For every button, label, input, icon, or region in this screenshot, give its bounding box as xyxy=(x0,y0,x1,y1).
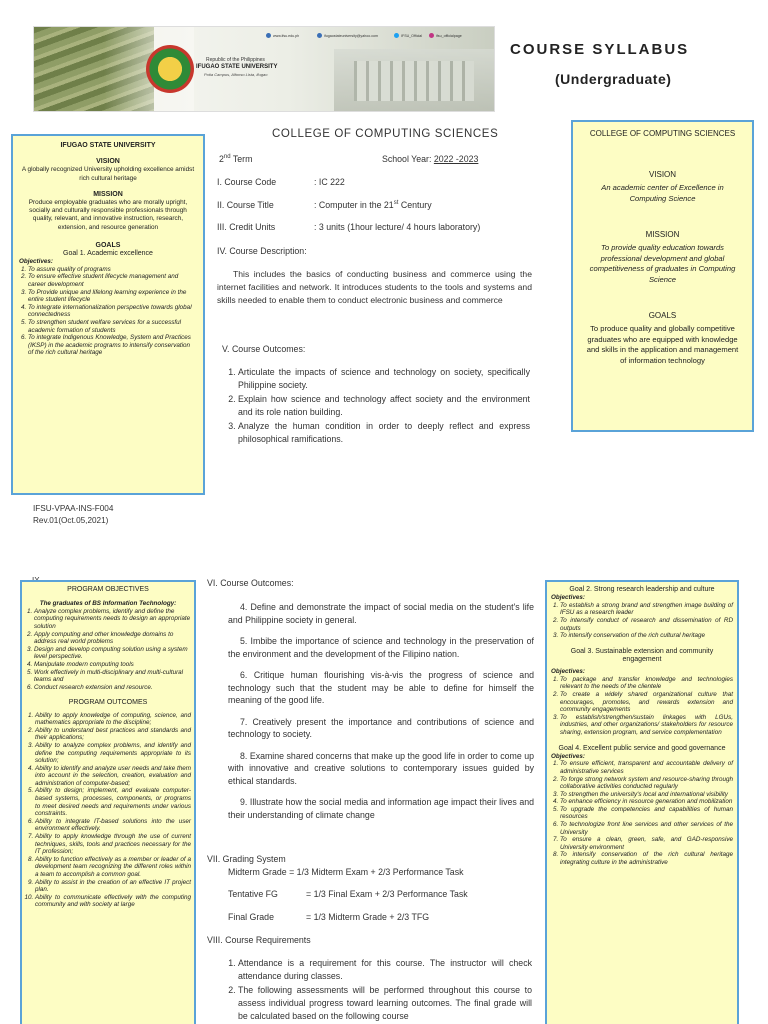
tentative-fg-formula: = 1/3 Final Exam + 2/3 Performance Task xyxy=(306,889,468,899)
credit-units-label: III. Credit Units xyxy=(217,222,276,232)
goal2-objectives-list xyxy=(551,602,733,640)
list-item: 1. Ability to apply knowledge of computing, science, and mathematics appropriate to the discipline; xyxy=(35,712,191,727)
objectives-heading: Objectives: xyxy=(551,752,585,760)
twitter-icon xyxy=(394,33,399,38)
course-requirements-list xyxy=(218,957,532,1024)
globe-icon xyxy=(266,33,271,38)
objectives-heading: Objectives: xyxy=(551,668,585,676)
box-university-name: IFUGAO STATE UNIVERSITY xyxy=(60,142,156,149)
college-mission-text: To provide quality education towards professional development and global competitiveness of graduates in Computing Science xyxy=(589,243,736,284)
course-title-label: II. Course Title xyxy=(217,200,274,210)
term-label: 2nd Term xyxy=(219,154,253,164)
list-item: 8. To intensify conservation of the rich cultural heritage integrating culture in the administrative xyxy=(560,851,733,866)
midterm-grade-formula: Midterm Grade = 1/3 Midterm Exam + 2/3 Performance Task xyxy=(228,867,464,877)
course-description-heading: IV. Course Description: xyxy=(217,246,307,256)
list-item: 8. Examine shared concerns that make up the good life in order to come up with innovative and creative solutions to contemporary issues guided by ethical standards. xyxy=(228,750,534,786)
list-item: 2. Explain how science and technology affect society and the environment and its role nation building. xyxy=(238,393,530,419)
list-item: 6. To technologize front line services and other services of the University xyxy=(560,821,733,836)
list-item: 4. To enhance efficiency in resource generation and mobilization xyxy=(560,798,733,806)
objectives-heading: Objectives: xyxy=(551,594,585,602)
list-item: 5. To upgrade the competencies and capabilities of human resources xyxy=(560,806,733,821)
course-outcomes-list xyxy=(218,366,530,447)
doc-code: IFSU-VPAA-INS-F004 xyxy=(33,504,114,513)
list-item: 2. To intensify conduct of research and dissemination of RD outputs xyxy=(560,617,733,632)
list-item: 3. Design and develop computing solution using a system level perspective. xyxy=(34,646,191,661)
vision-heading: VISION xyxy=(96,158,120,166)
list-item: 9. Illustrate how the social media and information age impact their lives and their understanding of climate change xyxy=(228,797,534,820)
list-item: 8. Ability to function effectively as a member or leader of a development team recognizing the different roles within a team to accomplish a common goal. xyxy=(35,856,191,879)
list-item: 10. Ability to communicate effectively with the computing community and with society at large xyxy=(35,894,191,909)
list-item: 2. Apply computing and other knowledge domains to address real world problems xyxy=(34,631,191,646)
list-item: 9. Ability to assist in the creation of an effective IT project plan. xyxy=(35,879,191,894)
list-item: 1. Analyze complex problems, identify and define the computing requirements needs to design an appropriate solution xyxy=(34,608,191,631)
grading-system-heading: VII. Grading System xyxy=(207,854,286,864)
list-item: 1. To ensure efficient, transparent and accountable delivery of administrative services xyxy=(560,760,733,775)
list-item: 2. The following assessments will be performed throughout this course to assess individual progress toward learning outcomes. The final grade will be calculated based on the following course xyxy=(238,984,532,1023)
final-grade-label: Final Grade xyxy=(228,912,274,922)
school-year: School Year: 2022 -2023 xyxy=(382,154,479,164)
college-vmg-box xyxy=(571,120,754,432)
university-name: IFUGAO STATE UNIVERSITY xyxy=(196,64,278,70)
list-item: 2. Ability to understand best practices and standards and their applications; xyxy=(35,727,191,742)
course-outcomes-2-list xyxy=(228,601,534,830)
college-mission-heading: MISSION xyxy=(645,230,680,239)
email-icon xyxy=(317,33,322,38)
objectives-heading: Objectives: xyxy=(19,258,53,266)
tentative-fg-label: Tentative FG xyxy=(228,889,278,899)
college-vision-heading: VISION xyxy=(648,170,677,179)
college-goals-heading: GOALS xyxy=(648,311,677,320)
goal4-heading: Goal 4. Excellent public service and good governance xyxy=(558,744,726,752)
goal1-heading: Goal 1. Academic excellence xyxy=(63,250,153,258)
document-subtitle: (Undergraduate) xyxy=(555,71,672,87)
course-description-text: This includes the basics of conducting business and commerce using the internet facilities and network. It introduces students to the tools and systems and skills needed to enable them to conduct electronic business and commerce xyxy=(217,269,532,305)
program-outcomes-heading: PROGRAM OUTCOMES xyxy=(68,699,148,707)
list-item: 6. To integrate Indigenous Knowledge, System and Practices (IKSP) in the academic programs to intensify conservation of the rich cultural heritage xyxy=(28,334,197,357)
list-item: 3. Analyze the human condition in order to deeply reflect and express philosophical ramifications. xyxy=(238,420,530,446)
course-outcomes-2-heading: VI. Course Outcomes: xyxy=(207,578,294,588)
list-item: 3. To establish/strengthen/sustain linkages with LGUs, industries, and other organizations/ stakeholders for resource sharing, extension program, and service complementation xyxy=(560,714,733,737)
goal3-heading: Goal 3. Sustainable extension and community engagement xyxy=(570,647,714,663)
goal3-objectives-list xyxy=(551,676,733,737)
course-requirements-heading: VIII. Course Requirements xyxy=(207,935,311,945)
list-item: 4. Ability to identify and analyze user needs and take them into account in the selection, creation, evaluation and administration of computer-based; xyxy=(35,765,191,788)
course-outcomes-heading: V. Course Outcomes: xyxy=(222,344,306,354)
college-heading: COLLEGE OF COMPUTING SCIENCES xyxy=(272,128,499,140)
program-objectives-heading: PROGRAM OBJECTIVES xyxy=(67,586,149,593)
list-item: 2. To create a widely shared organizational culture that encourages, promotes, and rewards extension and community engagements xyxy=(560,691,733,714)
program-objectives-list xyxy=(25,608,191,692)
course-title-value: : Computer in the 21st Century xyxy=(314,200,432,210)
document-title: COURSE SYLLABUS xyxy=(510,41,690,58)
college-goals-text: To produce quality and globally competitive graduates who are equipped with knowledge and skills in the application and management of information technology xyxy=(586,324,739,365)
list-item: 1. Attendance is a requirement for this course. The instructor will check attendance during classes. xyxy=(238,957,532,983)
website-contact: www.ifsu.edu.ph xyxy=(266,33,299,38)
goal4-objectives-list xyxy=(551,760,733,866)
final-grade-formula: = 1/3 Midterm Grade + 2/3 TFG xyxy=(306,912,430,922)
vision-text: A globally recognized University upholding excellence amidst rich cultural heritage xyxy=(21,166,195,182)
list-item: 3. To strengthen the university's local and international visibility xyxy=(560,791,733,799)
box-college-name: COLLEGE OF COMPUTING SCIENCES xyxy=(589,129,736,138)
instagram-icon xyxy=(429,33,434,38)
list-item: 6. Critique human flourishing vis-à-vis the progress of science and technology such that the student may be able to define for himself the meaning of the good life. xyxy=(228,670,534,705)
list-item: 5. Ability to design; implement, and evaluate computer-based systems, processes, components, or programs to meet desired needs and requirements under various constraints. xyxy=(35,787,191,817)
list-item: 3. To Provide unique and lifelong learning experience in the entire student lifecycle xyxy=(28,289,197,304)
goal2-heading: Goal 2. Strong research leadership and culture xyxy=(569,586,715,593)
goal1-objectives-list xyxy=(19,266,197,357)
campus-building-image xyxy=(334,49,494,112)
list-item: 4. Manipulate modern computing tools xyxy=(34,661,191,669)
list-item: 5. To strengthen student welfare services for a successful academic formation of students xyxy=(28,319,197,334)
list-item: 2. To forge strong network system and resource-sharing through collaborative activities conducted regularly xyxy=(560,776,733,791)
course-code-value: : IC 222 xyxy=(314,177,345,187)
email-contact: ifugaostateuniversity@yahoo.com xyxy=(317,33,378,38)
campus-address: Potia Campus, Alfonso Lista, Ifugao xyxy=(204,72,268,77)
university-vmg-box xyxy=(11,134,205,495)
republic-label: Republic of the Philippines xyxy=(206,57,265,63)
list-item: 6. Conduct research extension and resource. xyxy=(34,684,191,692)
university-goals-box xyxy=(545,580,739,1024)
list-item: 3. Ability to analyze complex problems, and identify and define the computing requirements appropriate to its solution; xyxy=(35,742,191,765)
list-item: 4. To integrate internationalization perspective towards global connectedness xyxy=(28,304,197,319)
list-item: 7. To ensure a clean, green, safe, and GAD-responsive University environment xyxy=(560,836,733,851)
list-item: 5. Work effectively in multi-disciplinary and multi-cultural teams and xyxy=(34,669,191,684)
mission-text: Produce employable graduates who are morally upright, socially and culturally responsible professionals through quality, relevant, and innovative instruction, research, extension, and resource generation xyxy=(28,199,188,231)
list-item: 7. Creatively present the importance and contributions of science and technology to society. xyxy=(228,716,534,739)
list-item: 1. Articulate the impacts of science and technology on society, specifically Philippine society. xyxy=(238,366,530,392)
course-code-label: I. Course Code xyxy=(217,177,277,187)
revision-label: Rev.01(Oct.05,2021) xyxy=(33,516,109,525)
list-item: 1. To establish a strong brand and strengthen image building of IFSU as a research leader xyxy=(560,602,733,617)
program-outcomes-list xyxy=(25,712,191,909)
credit-units-value: : 3 units (1hour lecture/ 4 hours laboratory) xyxy=(314,222,481,232)
list-item: 5. Imbibe the importance of science and technology in the preservation of the environment and the development of the Filipino nation. xyxy=(228,636,534,659)
list-item: 7. Ability to apply knowledge through the use of current techniques, skills, tools and practices necessary for the IT profession; xyxy=(35,833,191,856)
twitter-contact: IFSU_Official xyxy=(394,33,422,38)
mission-heading: MISSION xyxy=(93,190,123,198)
instagram-contact: ifsu_officialpage xyxy=(429,33,462,38)
list-item: 4. Define and demonstrate the impact of social media on the student's life and Philippine society in general. xyxy=(228,602,534,625)
program-objectives-box xyxy=(20,580,196,1024)
list-item: 3. To intensify conservation of the rich cultural heritage xyxy=(560,632,733,640)
list-item: 1. To assure quality of programs xyxy=(28,266,197,274)
program-intro: The graduates of BS Information Technology: xyxy=(39,600,177,608)
list-item: 2. To ensure effective student lifecycle management and career development xyxy=(28,273,197,288)
college-vision-text: An academic center of Excellence in Computing Science xyxy=(601,183,724,203)
goals-heading: GOALS xyxy=(95,241,121,249)
list-item: 6. Ability to integrate IT-based solutions into the user environment effectively. xyxy=(35,818,191,833)
header-banner xyxy=(33,26,495,112)
university-seal-logo xyxy=(146,45,194,93)
list-item: 1. To package and transfer knowledge and technologies relevant to the needs of the clientele xyxy=(560,676,733,691)
